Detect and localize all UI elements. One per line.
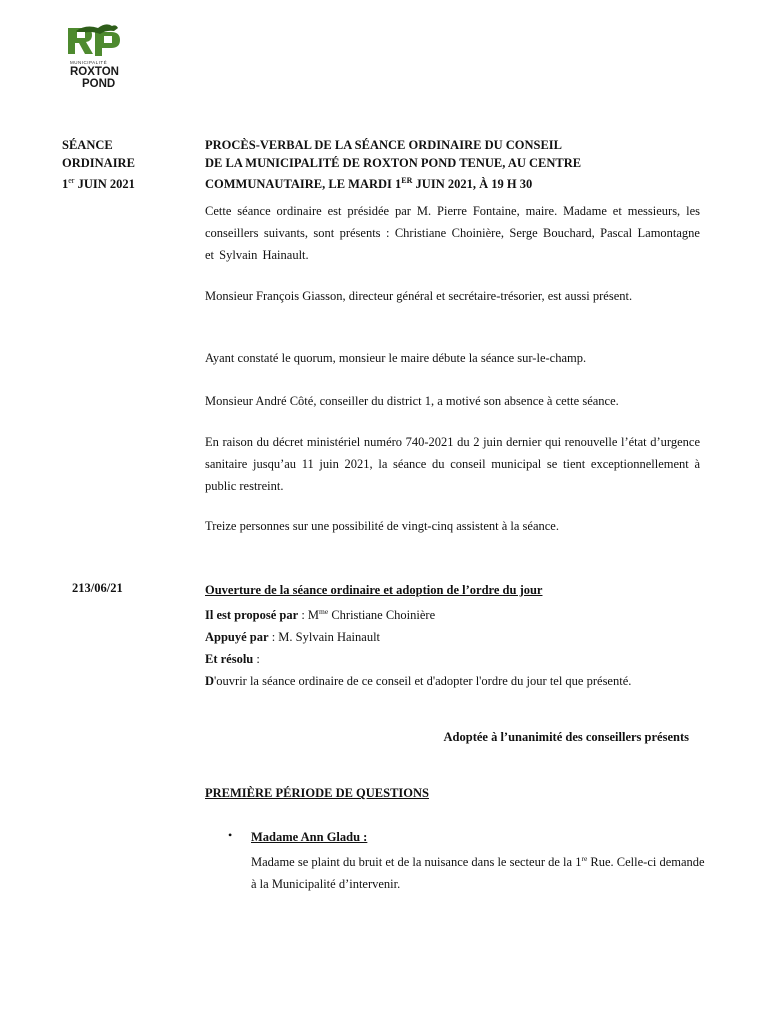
resolution-block: [205, 579, 692, 692]
session-label-line2: ORDINAIRE: [62, 156, 135, 170]
session-date: 1er JUIN 2021: [62, 176, 135, 192]
proposed-by: Il est proposé par : $M^{me}$ Christiane Choinière: [205, 607, 436, 623]
questions-heading: PREMIÈRE PÉRIODE DE QUESTIONS: [205, 786, 429, 800]
resolution-number: 213/06/21: [72, 581, 123, 595]
paragraph-quorum: Ayant constaté le quorum, monsieur le maire débute la séance sur-le-champ.: [205, 351, 587, 365]
paragraph-attendees: Treize personnes sur une possibilité de vingt-cinq assistent à la séance.: [205, 519, 559, 533]
municipality-logo: [62, 22, 142, 94]
question-item: [251, 826, 711, 895]
logo-name-line1: ROXTON: [70, 66, 119, 78]
adoption-statement: Adoptée à l’unanimité des conseillers présents: [443, 730, 689, 744]
seconded-by: Appuyé par : M. Sylvain Hainault: [205, 630, 381, 645]
paragraph-decree: En raison du décret ministériel numéro 740-2021 du 2 juin dernier qui renouvelle l’état d’urgence sanitaire jusqu’au 11 juin 2021, la séance du conseil municipal se tient exceptionnellement à public restreint.: [205, 435, 700, 493]
session-label: [62, 136, 135, 193]
paragraph-absence: Monsieur André Côté, conseiller du district 1, a motivé son absence à cette séance.: [205, 394, 619, 408]
question-text: Madame se plaint du bruit et de la nuisance dans le secteur de la 1re Rue. Celle-ci demande à la Municipalité d’intervenir.: [251, 854, 705, 892]
logo-name-line2: POND: [82, 78, 116, 90]
resolution-body: D'ouvrir la séance ordinaire de ce conseil et d'adopter l'ordre du jour tel que présenté.: [205, 674, 632, 689]
paragraph-director: Monsieur François Giasson, directeur général et secrétaire-trésorier, est aussi présent.: [205, 289, 633, 303]
paragraph-attendance: Cette séance ordinaire est présidée par M. Pierre Fontaine, maire. Madame et messieurs, les conseillers suivants, sont présents : Christiane Choinière, Serge Bouchard, Pascal Lamontagne et Sylvain Hainault.: [205, 204, 700, 262]
session-label-line1: SÉANCE: [62, 138, 113, 152]
bullet-icon: •: [228, 828, 233, 842]
resolved: Et résolu :: [205, 652, 260, 667]
document-title: PROCÈS-VERBAL DE LA SÉANCE ORDINAIRE DU CONSEIL DE LA MUNICIPALITÉ DE ROXTON POND TENUE, AU CENTRE COMMUNAUTAIRE, LE MARDI 1ER JUIN 2021, À 19 H 30: [205, 138, 582, 192]
question-person: Madame Ann Gladu :: [251, 830, 368, 844]
rp-logo-icon: [62, 22, 138, 62]
logo-subtitle: MUNICIPALITÉ: [70, 60, 108, 65]
resolution-heading: Ouverture de la séance ordinaire et adoption de l’ordre du jour: [205, 583, 543, 597]
